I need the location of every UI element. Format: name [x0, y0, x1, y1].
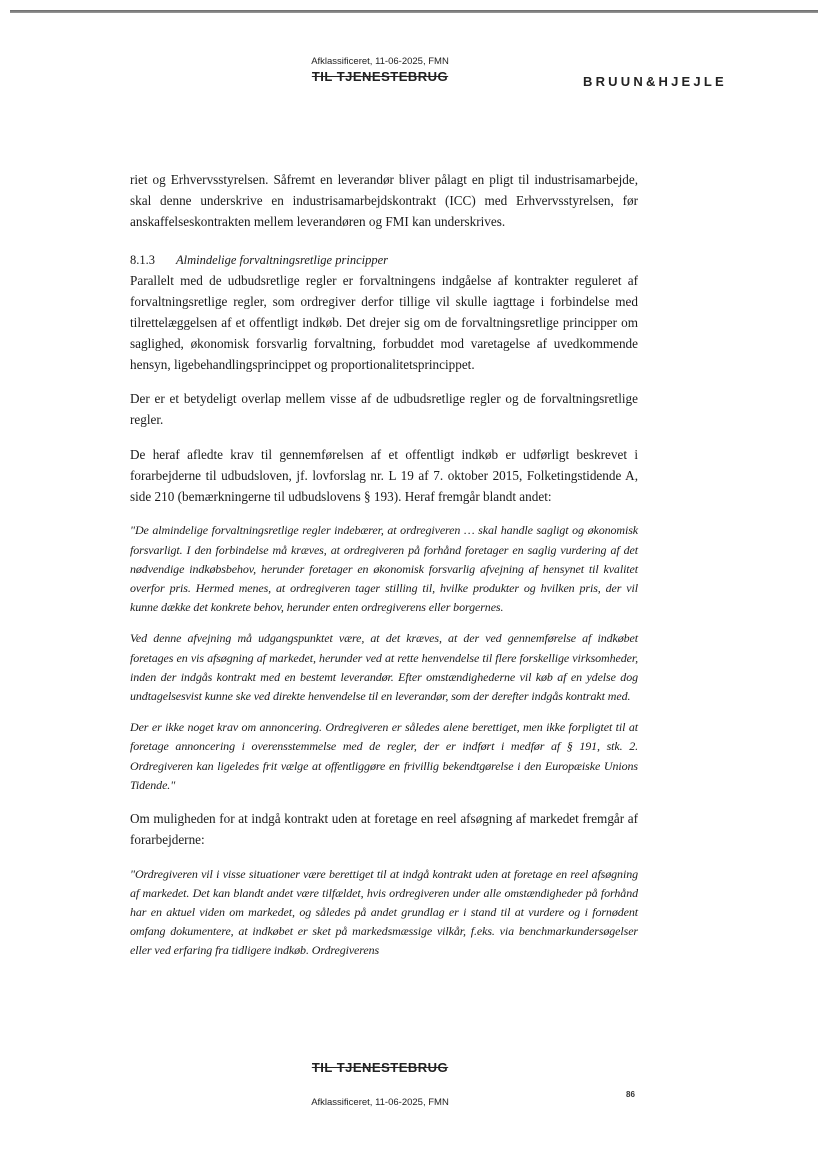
section-number: 8.1.3 [130, 253, 155, 268]
declassification-stamp-top: Afklassificeret, 11-06-2025, FMN [311, 56, 449, 67]
section-title: Almindelige forvaltningsretlige principper [176, 253, 389, 268]
declassification-stamp-bottom: Afklassificeret, 11-06-2025, FMN [311, 1097, 449, 1108]
block-quote: "De almindelige forvaltningsretlige regler indebærer, at ordregiveren … skal handle sagligt og økonomisk forsvarligt. I den forbindelse må kræves, at ordregiveren på forhånd foretager en saglig vurdering af det nødvendige indkøbsbehov, herunder foretager en økonomisk forsvarlig afvejning af hensynet til kvalitet overfor pris. Hermed menes, at ordregiveren tager stilling til, hvilke produkter og hvilken pris, der vil kunne dække det konkrete behov, herunder enten ordregiverens eller borgernes. [130, 523, 638, 615]
classification-marking-bottom: TIL TJENESTEBRUG [311, 1060, 449, 1075]
firm-logo: BRUUN&HJEJLE [583, 74, 727, 89]
block-quote: Der er ikke noget krav om annoncering. Ordregiveren er således alene berettiget, men ikke forpligtet til at foretage annoncering i overensstemmelse med de regler, der er indført i medfør af § 191, stk. 2. Ordregiveren kan ligeledes frit vælge at offentliggøre en frivillig bekendtgørelse i den Europæiske Unions Tidende." [130, 720, 638, 792]
document-body [130, 170, 638, 973]
paragraph: Om muligheden for at indgå kontrakt uden at foretage en reel afsøgning af markedet fremgår af forarbejderne: [130, 811, 638, 847]
classification-marking-top: TIL TJENESTEBRUG [311, 69, 449, 84]
page-number: 86 [626, 1090, 635, 1099]
scan-edge-line [10, 10, 818, 13]
paragraph: Parallelt med de udbudsretlige regler er forvaltningens indgåelse af kontrakter reguleret af forvaltningsretlige regler, som ordregiver derfor tillige vil skulle iagttage i forbindelse med tilrettelæggelsen af et offentligt indkøb. Det drejer sig om de forvaltningsretlige principper om saglighed, økonomisk forsvarlig forvaltning, forbuddet mod varetagelse af uvedkommende hensyn, ligebehandlingsprincippet og proportionalitetsprincippet. [130, 273, 638, 372]
block-quote: Ved denne afvejning må udgangspunktet være, at det kræves, at der ved gennemførelse af indkøbet foretages en vis afsøgning af markedet, herunder ved at rette henvendelse til flere forskellige virksomheder, inden der indgås kontrakt med en bestemt leverandør. Efter omstændighederne vil køb af en ydelse dog undtagelsesvist kunne ske ved direkte henvendelse til en leverandør, som der derefter indgås kontrakt med. [130, 631, 638, 703]
paragraph-continuation: riet og Erhvervsstyrelsen. Såfremt en leverandør bliver pålagt en pligt til industrisamarbejde, skal denne underskrive en industrisamarbejdskontrakt (ICC) med Erhvervsstyrelsen, før anskaffelseskontrakten mellem leverandøren og FMI kan underskrives. [130, 172, 638, 229]
block-quote: "Ordregiveren vil i visse situationer være berettiget til at indgå kontrakt uden at foretage en reel afsøgning af markedet. Det kan blandt andet være tilfældet, hvis ordregiveren under alle omstændigheder på forhånd har en aktuel viden om markedet, og således på andet grundlag er i stand til at vurdere og i fornødent omfang dokumentere, at indkøbet er sket på markedsmæssige vilkår, f.eks. via benchmarkundersøgelser eller ved erfaring fra tidligere indkøb. Ordregiverens [130, 866, 638, 958]
paragraph: Der er et betydeligt overlap mellem visse af de udbudsretlige regler og de forvaltningsretlige regler. [130, 391, 638, 428]
paragraph: De heraf afledte krav til gennemførelsen af et offentligt indkøb er udførligt beskrevet i forarbejderne til udbudsloven, jf. lovforslag nr. L 19 af 7. oktober 2015, Folketingstidende A, side 210 (bemærkningerne til udbudslovens § 193). Heraf fremgår blandt andet: [130, 446, 638, 504]
section-heading [130, 250, 638, 270]
